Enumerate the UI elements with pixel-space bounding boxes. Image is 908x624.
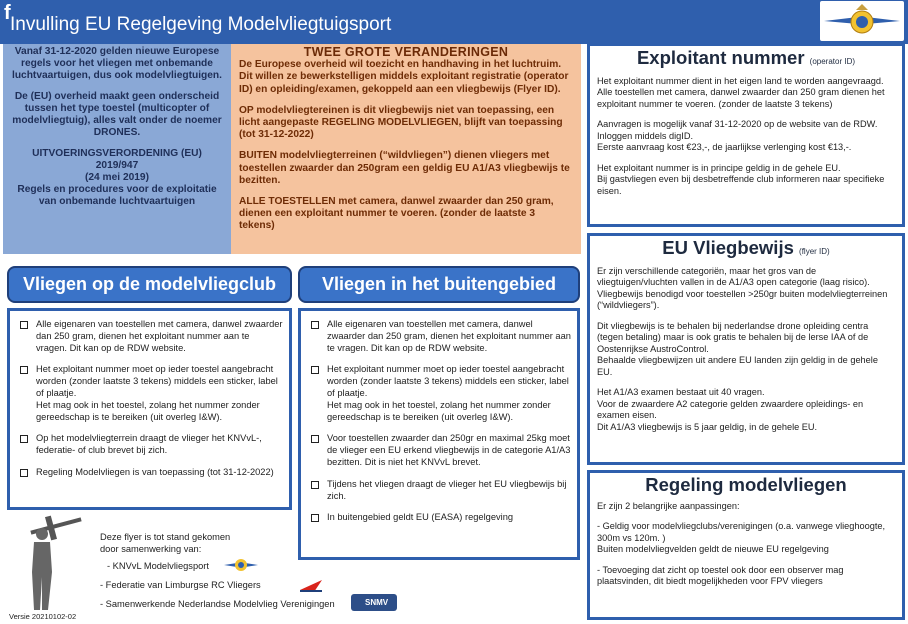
facebook-icon[interactable]: f <box>4 2 11 24</box>
checkbox-icon <box>20 366 28 374</box>
operator-paragraph <box>597 163 895 198</box>
outside-checklist <box>298 308 580 560</box>
knvvl-logo-icon <box>224 556 258 579</box>
footer-intro: Deze flyer is tot stand gekomen door samenwerking van: <box>100 532 231 554</box>
checkbox-icon <box>311 366 319 374</box>
list-item: In buitengebied geldt EU (EASA) regelgeving <box>311 512 571 524</box>
header-bar <box>0 0 908 44</box>
footer-org: - KNVvL Modelvliegsport <box>107 561 209 571</box>
operator-paragraph: Het exploitant nummer dient in het eigen land te worden aangevraagd. Alle toestellen met camera, danwel zwaarder dan 250 gram dienen het exploitant nummer te voeren. (zonder de laatste 3 tekens) <box>597 75 885 109</box>
flyer-line: Het A1/A3 examen bestaat uit 40 vragen. <box>597 387 765 397</box>
knvvl-emblem-icon <box>820 1 904 41</box>
regeling-box <box>587 470 905 620</box>
list-item: Alle eigenaren van toestellen met camera, danwel zwaarder dan 250 gram, dienen het exploitant nummer aan te vragen. Dit kan op de RDW website. <box>20 319 283 354</box>
checkbox-icon <box>20 469 28 477</box>
operator-line: Bij gastvliegen even bij desbetreffende club informeren naar specifieke eisen. <box>597 174 885 196</box>
flyer-paragraph <box>597 387 895 433</box>
list-item: Voor toestellen zwaarder dan 250gr en maximal 25kg moet de vlieger een EU erkend vliegbewijs in de categorie A1/A3 bezitten. Dit is niet het KNVvL brevet. <box>311 433 571 468</box>
regeling-line: - Geldig voor modelvliegclubs/verenigingen (o.a. vanwege vlieghoogte, 300m vs 120m. ) <box>597 521 886 543</box>
changes-paragraph: BUITEN modelvliegterreinen (“wildvliegen”) dienen vliegers met toestellen zwaarder dan 250gram een geldig EU A1/A3 vliegbewijs te bezitten. <box>239 150 570 186</box>
footer-org: - Samenwerkende Nederlandse Modelvlieg Verenigingen <box>100 599 335 609</box>
club-section-header: Vliegen op de modelvliegclub <box>7 266 292 303</box>
operator-line: Het exploitant nummer is in principe geldig in de gehele EU. <box>597 162 841 173</box>
list-item: Tijdens het vliegen draagt de vlieger het EU vliegbewijs bij zich. <box>311 479 571 503</box>
flyer-line: Dit A1/A3 vliegbewijs is 5 jaar geldig, in de gehele EU. <box>597 421 818 432</box>
version-label: Versie 20210102-02 <box>9 612 77 621</box>
club-checklist <box>7 308 292 510</box>
flyer-line: Dit vliegbewijs is te behalen bij nederlandse drone opleiding centra (tegen betaling) maar is ook gratis te behalen bij de lerse IAA of de Oostenrijkse AustroControl. <box>597 320 869 354</box>
pilot-silhouette-icon <box>22 512 82 612</box>
operator-box <box>587 43 905 227</box>
regeling-paragraph: - Toevoeging dat zicht op toestel ook door een observer mag plaatsvinden, dit biedt mogelijkheden voor FPV vliegers <box>597 564 844 586</box>
changes-panel <box>231 44 581 254</box>
flyer-line: Behaalde vliegbewijzen uit andere EU landen zijn geldig in de gehele EU. <box>597 355 878 377</box>
checkbox-icon <box>311 481 319 489</box>
list-item: Regeling Modelvliegen is van toepassing (tot 31-12-2022) <box>20 467 283 479</box>
flyer-line: Er zijn verschillende categoriën, maar het gros van de vliegtuigen/vluchten vallen in de A1/A3 open categorie (laag risico). <box>597 265 870 287</box>
list-item: Alle eigenaren van toestellen met camera, danwel zwaarder dan 250 gram, dienen het exploitant nummer aan te vragen. Dit kan op de RDW website. <box>311 319 571 354</box>
page-title: Invulling EU Regelgeving Modelvliegtuigsport <box>10 14 392 35</box>
intro-paragraph: Vanaf 31-12-2020 gelden nieuwe Europese regels voor het vliegen met onbemande luchtvaartuigen, dus ook modelvliegtuigen. <box>11 46 222 81</box>
regulation-title: UITVOERINGSVERORDENING (EU) 2019/947 <box>32 148 202 171</box>
federatie-logo-icon <box>298 578 326 599</box>
flyer-line: Voor de zwaardere A2 categorie gelden zwaardere opleidings- en examen eisen. <box>597 398 864 420</box>
operator-line: Eerste aanvraag kost €23,-, de jaarlijkse verlenging kost €13,-. <box>597 142 852 152</box>
flyer-subtitle: (flyer ID) <box>799 247 830 256</box>
regulation-date: (24 mei 2019) <box>85 172 149 183</box>
operator-line: Inloggen middels digID. <box>597 130 694 141</box>
changes-paragraph: OP modelvliegtereinen is dit vliegbewijs niet van toepassing, een licht aangepaste REGELING MODELVLIEGEN, blijft van toepassing (tot 31-12-2022) <box>239 104 563 141</box>
regeling-paragraph: Er zijn 2 belangrijke aanpassingen: <box>597 500 740 511</box>
regeling-paragraph <box>597 521 895 556</box>
regeling-line: Buiten modelvliegvelden geldt de nieuwe EU regelgeving <box>597 544 829 554</box>
flyer-line: Vliegbewijs benodigd voor toestellen >250gr buiten modelvliegterreinen (“wildvliegers”). <box>597 288 888 310</box>
changes-paragraph: ALLE TOESTELLEN met camera, danwel zwaarder dan 250 gram, dienen een exploitant nummer te voeren. (zonder de laatste 3 tekens) <box>239 196 554 232</box>
changes-title: TWEE GROTE VERANDERINGEN <box>303 45 509 59</box>
list-item: Het exploitant nummer moet op ieder toestel aangebracht worden (zonder laatste 3 tekens) middels een sticker, label of plaatje. Het mag ook in het toestel, zolang het nummer zonder gereedschap is te bereiken (uit overleg I&W). <box>20 364 283 423</box>
flyer-title-text: EU Vliegbewijs <box>662 237 794 258</box>
operator-paragraph <box>597 119 895 154</box>
flyer-paragraph <box>597 266 895 312</box>
regeling-title: Regeling modelvliegen <box>645 474 847 495</box>
regulation-description: Regels en procedures voor de exploitatie van onbemande luchtvaartuigen <box>17 184 217 207</box>
checkbox-icon <box>20 435 28 443</box>
outside-section-header: Vliegen in het buitengebied <box>298 266 580 303</box>
checkbox-icon <box>311 514 319 522</box>
snmv-logo-icon: SNMV <box>351 594 397 611</box>
footer-org: - Federatie van Limburgse RC Vliegers <box>100 580 261 590</box>
operator-subtitle: (operator ID) <box>809 57 856 66</box>
changes-paragraph: De Europese overheid wil toezicht en handhaving in het luchtruim. Dit willen ze bewerkstelligen middels exploitant registratie (operator ID) en opleiding/examen, gekoppeld aan een vliegbewijs (Flyer ID). <box>239 59 569 95</box>
flyer-box <box>587 233 905 465</box>
intro-panel <box>3 44 231 254</box>
flyer-paragraph <box>597 321 895 379</box>
flyer-title <box>597 237 895 258</box>
checkbox-icon <box>311 435 319 443</box>
list-item: Het exploitant nummer moet op ieder toestel aangebracht worden (zonder laatste 3 tekens) middels een sticker, label of plaatje. Het mag ook in het toestel, zolang het nummer zonder gereedschap is te bereiken (uit overleg I&W). <box>311 364 571 423</box>
list-item: Op het modelvliegterrein draagt de vlieger het KNVvL-, federatie- of club brevet bij zich. <box>20 433 283 457</box>
checkbox-icon <box>20 321 28 329</box>
checkbox-icon <box>311 321 319 329</box>
operator-title-text: Exploitant nummer <box>636 47 805 68</box>
operator-line: Aanvragen is mogelijk vanaf 31-12-2020 op de website van de RDW. <box>597 119 878 129</box>
intro-paragraph: De (EU) overheid maakt geen onderscheid tussen het type toestel (multicopter of modelvliegtuig), alles valt onder de noemer DRONES. <box>12 91 222 138</box>
operator-title <box>597 47 895 68</box>
